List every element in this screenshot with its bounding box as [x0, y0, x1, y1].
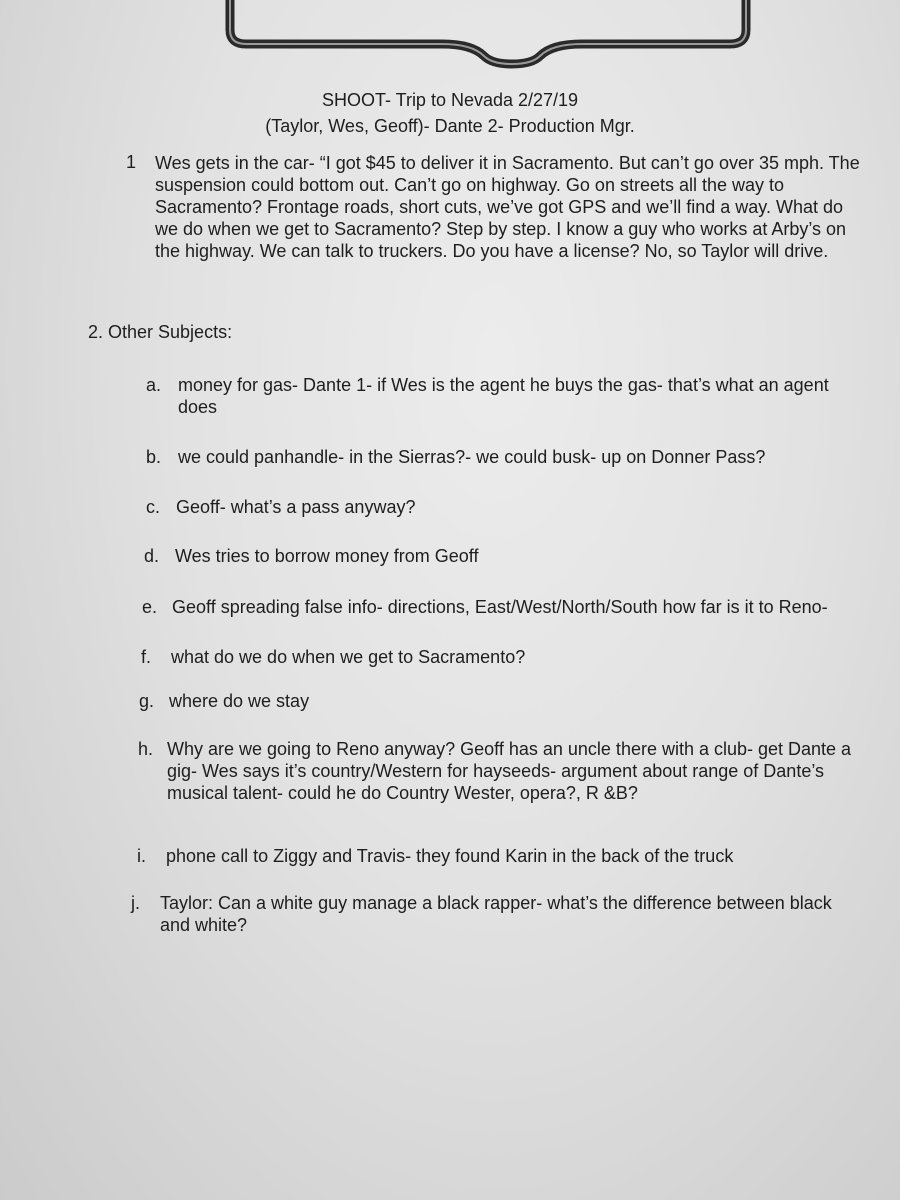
- list-item-text: Geoff- what’s a pass anyway?: [176, 497, 416, 517]
- list-item-text: we could panhandle- in the Sierras?- we could busk- up on Donner Pass?: [178, 447, 766, 467]
- list-item-letter: f.: [141, 647, 152, 667]
- list-item-letter: a.: [146, 375, 162, 395]
- list-item-letter: c.: [146, 497, 161, 517]
- list-item-text: Geoff spreading false info- directions, East/West/North/South how far is it to Reno-: [172, 597, 828, 617]
- list-item-letter: e.: [142, 597, 158, 617]
- list-item-letter: h.: [138, 739, 154, 759]
- list-item-text: Taylor: Can a white guy manage a black rapper- what’s the difference between black and white?: [160, 893, 832, 935]
- document-subtitle: (Taylor, Wes, Geoff)- Dante 2- Production Mgr.: [265, 116, 635, 136]
- list-item-letter: g.: [139, 691, 155, 711]
- list-item-letter: b.: [146, 447, 162, 467]
- section-heading: 2. Other Subjects:: [88, 322, 233, 342]
- list-item-text: phone call to Ziggy and Travis- they found Karin in the back of the truck: [166, 846, 734, 866]
- list-item-text: what do we do when we get to Sacramento?: [171, 647, 526, 667]
- scene-number: 1: [126, 152, 137, 172]
- document-title: SHOOT- Trip to Nevada 2/27/19: [321, 90, 579, 110]
- list-item-letter: i.: [137, 846, 146, 866]
- list-item-letter: d.: [144, 546, 160, 566]
- list-item-text: Wes tries to borrow money from Geoff: [175, 546, 479, 566]
- list-item-text: money for gas- Dante 1- if Wes is the agent he buys the gas- that’s what an agent does: [178, 375, 829, 417]
- list-item-text: where do we stay: [169, 691, 310, 711]
- scene-description: Wes gets in the car- “I got $45 to deliver it in Sacramento. But can’t go over 35 mph. The suspension could bottom out. Can’t go on highway. Go on streets all the way to Sacramento? Frontage roads, short cuts, we’ve got GPS and we’ll find a way. What do we do when we get to Sacramento? Step by step. I know a guy who works at Arby’s on the highway. We can talk to truckers. Do you have a license? No, so Taylor will drive.: [155, 153, 860, 261]
- clipboard-clip-icon: [222, 0, 762, 70]
- list-item-letter: j.: [131, 893, 140, 913]
- list-item-text: Why are we going to Reno anyway? Geoff has an uncle there with a club- get Dante a gig- Wes says it’s country/Western for hayseeds- argument about range of Dante’s musical talent- could he do Country Wester, opera?, R &B?: [167, 739, 852, 803]
